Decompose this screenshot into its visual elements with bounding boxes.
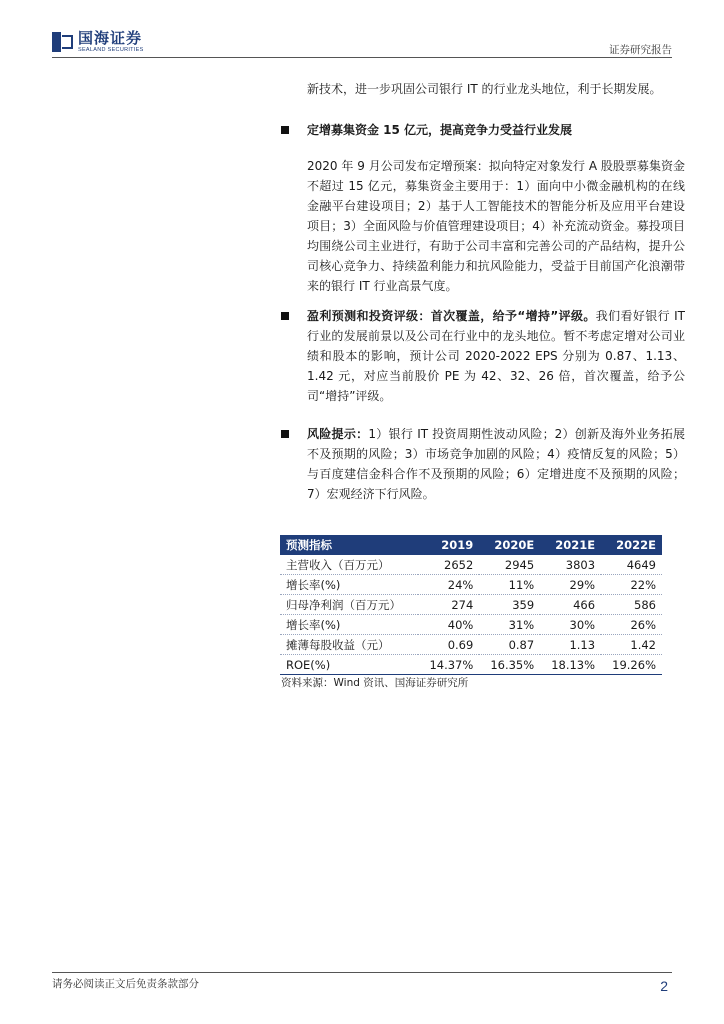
footer-disclaimer: 请务必阅读正文后免责条款部分	[52, 978, 199, 990]
table-cell: 466	[540, 595, 601, 615]
table-header-row	[280, 535, 662, 555]
table-cell: 14.37%	[418, 655, 479, 675]
bullet-icon	[281, 312, 289, 320]
table-cell: 增长率(%)	[280, 575, 418, 595]
table-row	[280, 595, 662, 615]
table-row	[280, 575, 662, 595]
table-row	[280, 635, 662, 655]
table-header-cell: 预测指标	[280, 535, 418, 555]
table-cell: 24%	[418, 575, 479, 595]
table-cell: ROE(%)	[280, 655, 418, 675]
bullet-icon	[281, 430, 289, 438]
table-cell: 274	[418, 595, 479, 615]
table-cell: 586	[601, 595, 662, 615]
logo-icon	[52, 32, 74, 52]
table-cell: 4649	[601, 555, 662, 575]
section1-paragraph: 2020 年 9 月公司发布定增预案：拟向特定对象发行 A 股股票募集资金不超过 15 亿元，募集资金主要用于：1）面向中小微金融机构的在线金融平台建设项目；2）基于人工智能技术的智能分析及应用平台建设项目；3）全面风险与价值管理建设项目；4）补充流动资金。募投项目均围绕公司主业进行，有助于公司丰富和完善公司的产品结构，提升公司核心竞争力、持续盈利能力和抗风险能力，受益于目前国产化浪潮带来的银行 IT 行业高景气度。	[307, 159, 685, 293]
table-row	[280, 555, 662, 575]
section2-paragraph	[307, 306, 685, 406]
table-header-cell: 2022E	[601, 535, 662, 555]
table-cell: 31%	[479, 615, 540, 635]
forecast-table	[280, 535, 662, 675]
section3-text: 1）银行 IT 投资周期性波动风险；2）创新及海外业务拓展不及预期的风险；3）市场竞争加剧的风险；4）疫情反复的风险；5）与百度建信金科合作不及预期的风险；6）定增进度不及预期的风险；7）宏观经济下行风险。	[307, 427, 685, 501]
table-cell: 摊薄每股收益（元）	[280, 635, 418, 655]
table-cell: 18.13%	[540, 655, 601, 675]
section1-heading: 定增募集资金 15 亿元，提高竞争力受益行业发展	[307, 123, 573, 137]
table-cell: 增长率(%)	[280, 615, 418, 635]
table-cell: 359	[479, 595, 540, 615]
table-header-cell: 2020E	[479, 535, 540, 555]
table-cell: 0.87	[479, 635, 540, 655]
footer-divider	[52, 972, 672, 973]
table-header-cell: 2021E	[540, 535, 601, 555]
logo-en-text: SEALAND SECURITIES	[78, 47, 144, 53]
table-cell: 2652	[418, 555, 479, 575]
table-cell: 22%	[601, 575, 662, 595]
table-cell: 3803	[540, 555, 601, 575]
table-cell: 11%	[479, 575, 540, 595]
company-logo	[52, 31, 144, 54]
table-cell: 归母净利润（百万元）	[280, 595, 418, 615]
table-row	[280, 615, 662, 635]
section3-paragraph	[307, 424, 685, 504]
table-cell: 40%	[418, 615, 479, 635]
table-row	[280, 655, 662, 675]
section3-lead: 风险提示：	[307, 427, 369, 441]
intro-line: 新技术，进一步巩固公司银行 IT 的行业龙头地位，利于长期发展。	[307, 82, 662, 96]
table-cell: 主营收入（百万元）	[280, 555, 418, 575]
section2-text: 我们看好银行 IT 行业的发展前景以及公司在行业中的龙头地位。暂不考虑定增对公司业绩和股本的影响，预计公司 2020-2022 EPS 分别为 0.87、1.13、1.42 元，对应当前股价 PE 为 42、32、26 倍，首次覆盖，给予公司“增持”评级。	[307, 309, 685, 403]
page-number: 2	[660, 978, 668, 994]
bullet-icon	[281, 126, 289, 134]
table-cell: 0.69	[418, 635, 479, 655]
table-cell: 29%	[540, 575, 601, 595]
table-cell: 16.35%	[479, 655, 540, 675]
table-cell: 26%	[601, 615, 662, 635]
header-divider	[52, 57, 672, 58]
logo-cn-text: 国海证券	[78, 29, 143, 47]
table-cell: 1.42	[601, 635, 662, 655]
section2-lead: 盈利预测和投资评级：首次覆盖，给予“增持”评级。	[307, 309, 596, 323]
table-cell: 2945	[479, 555, 540, 575]
table-source-note: 资料来源：Wind 资讯、国海证券研究所	[281, 677, 469, 689]
table-cell: 30%	[540, 615, 601, 635]
table-cell: 1.13	[540, 635, 601, 655]
report-type-label: 证券研究报告	[609, 44, 672, 56]
table-cell: 19.26%	[601, 655, 662, 675]
table-header-cell: 2019	[418, 535, 479, 555]
